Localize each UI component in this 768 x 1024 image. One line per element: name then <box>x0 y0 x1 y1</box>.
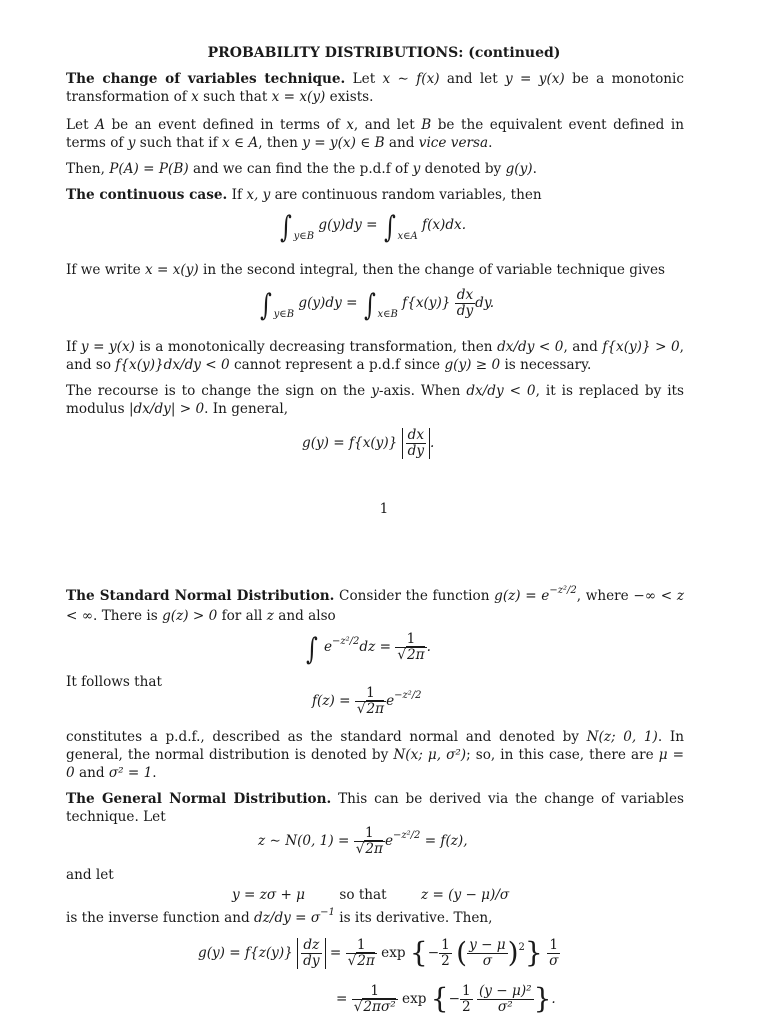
paragraph-then: Then, P(A) = P(B) and we can find the the p.d.f of y denoted by g(y). <box>66 161 537 177</box>
section-heading: The Standard Normal Distribution. <box>66 588 335 604</box>
page-title: PROBABILITY DISTRIBUTIONS: (continued) <box>207 45 561 61</box>
paragraph-constitutes-pdf: constitutes a p.d.f., described as the standard normal and denoted by N(z; 0, 1). In general, the normal distribution is denoted by N(x; μ, σ²); so, in this case, there are μ = 0 and σ² = 1. <box>66 729 684 781</box>
paragraph-change-of-variables: The change of variables technique. Let x ∼ f(x) and let y = y(x) be a monotonic transformation of x such that x = x(y) exists. <box>66 71 684 105</box>
paragraph-inverse-function: is the inverse function and $dz/dy = \sigma^{-1}$ is its derivative. Then, <box>66 907 493 926</box>
absolute-value: $\frac{dz}{dy}$ <box>297 938 325 969</box>
equation-z-distribution: z ∼ N(0, 1) = $\frac{1}{√2\pi}$ $e^{-z^2/2} = f(z)$, <box>258 825 468 857</box>
paragraph-general-normal: The General Normal Distribution. This can be derived via the change of variables technique. Let <box>66 791 684 825</box>
section-heading: The continuous case. <box>66 187 228 203</box>
fraction: $\frac{1}{√2\pi}$ <box>347 937 375 969</box>
equation-integral-events: ∫ $_{y\in B}$ g(y)dy = ∫ $_{x\in A}$ f(x)dx. <box>279 210 467 245</box>
equation-general-normal-derivation: g(y) = f{z(y)} $\frac{dz}{dy}$ = $\frac{1}{√2\pi}$ exp {− $\frac{1}{2}$ ( $\frac{y - \mu}{\sigma}$ )$^2$} $\frac{1}{\sigma}$ <box>198 936 559 969</box>
paragraph-recourse: The recourse is to change the sign on the y-axis. When dx/dy < 0, it is replaced by its modulus |dx/dy| > 0. In general, <box>66 383 684 417</box>
equation-linear-transform: y = zσ + μ so that z = (y − μ)/σ <box>232 887 510 903</box>
paragraph-decreasing: If y = y(x) is a monotonically decreasing transformation, then dx/dy < 0, and f{x(y)} > 0, and so f{x(y)}dx/dy < 0 cannot represent a p.d.f since g(y) ≥ 0 is necessary. <box>66 339 684 373</box>
paragraph-second-integral: If we write x = x(y) in the second integral, then the change of variable technique gives <box>66 262 665 278</box>
equation-general-normal-pdf: = $\frac{1}{\text{√2πσ²}}$ exp {− $\frac{1}{2}$ $\frac{\text{(y − μ)²}}{\text{σ²}}$ }. <box>336 982 556 1015</box>
fraction: $\frac{1}{√2\pi}$ <box>356 685 385 717</box>
section-heading: The General Normal Distribution. <box>66 791 332 807</box>
fraction: $\frac{1}{\text{√2πσ²}}$ <box>353 983 396 1015</box>
fraction: $\frac{1}{√2\pi}$ <box>397 631 425 663</box>
paragraph-and-let: and let <box>66 867 114 883</box>
page-number: 1 <box>379 501 389 517</box>
equation-modulus: g(y) = f{x(y)} $\frac{dx}{dy}$ . <box>302 427 435 459</box>
fraction: $\frac{1}{√2\pi}$ <box>355 825 383 857</box>
fraction: $\frac{dx}{dy}$ <box>456 287 474 319</box>
paragraph-it-follows: It follows that <box>66 674 162 690</box>
absolute-value: $\frac{dx}{dy}$ <box>402 428 430 459</box>
equation-gaussian-integral: ∫ $e^{-z^2/2}dz$ = $\frac{1}{√2\pi}$ . <box>305 631 431 667</box>
paragraph-events: Let A be an event defined in terms of x, and let B be the equivalent event defined in terms of y such that if x ∈ A, then y = y(x) ∈ B and vice versa. <box>66 117 685 151</box>
paragraph-standard-normal: The Standard Normal Distribution. Consider the function $g(z) = e^{-z^2/2}$, where −∞ < z < ∞. There is g(z) > 0 for all z and also <box>66 585 684 624</box>
equation-change-of-variable: ∫ $_{y\in B}$ g(y)dy = ∫ $_{x\in B}$ f{x(y)} $\frac{dx}{dy}$ dy. <box>259 287 495 323</box>
equation-standard-normal-pdf: f(z) = $\frac{1}{√2\pi}$ $e^{-z^2/2}$ <box>312 685 422 717</box>
section-heading: The change of variables technique. <box>66 71 346 87</box>
paragraph-continuous-case: The continuous case. If x, y are continuous random variables, then <box>66 187 542 203</box>
